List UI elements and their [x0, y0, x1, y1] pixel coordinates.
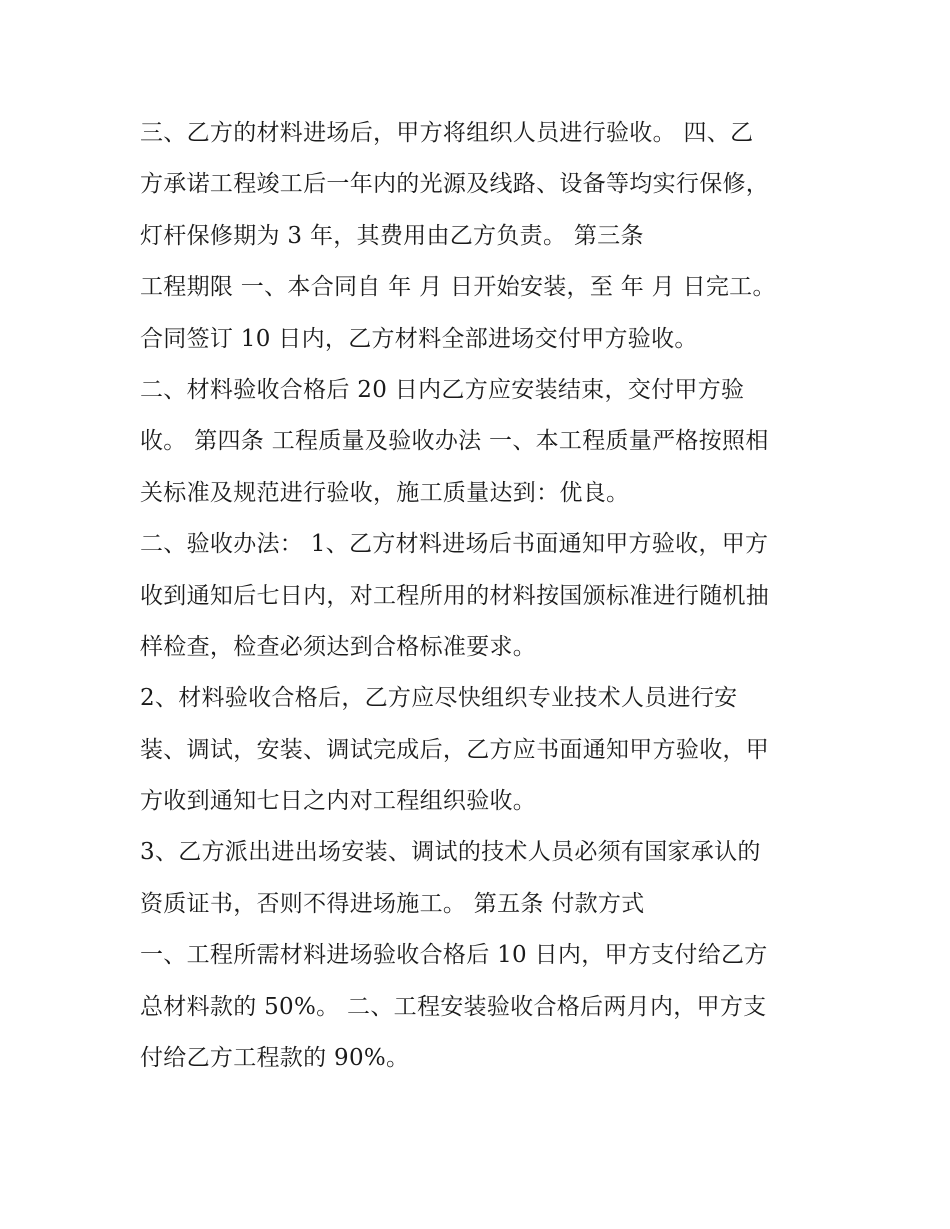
text-line: 总材料款的 50%。 二、工程安装验收合格后两月内，甲方支: [140, 993, 767, 1020]
text-line: 收。 第四条 工程质量及验收办法 一、本工程质量严格按照相: [140, 428, 769, 455]
text-line: 2、材料验收合格后，乙方应尽快组织专业技术人员进行安: [140, 685, 738, 712]
text-line: 付给乙方工程款的 90%。: [140, 1045, 410, 1072]
text-line: 合同签订 10 日内，乙方材料全部进场交付甲方验收。: [140, 325, 698, 352]
text-line: 二、验收办法： 1、乙方材料进场后书面通知甲方验收，甲方: [140, 531, 769, 558]
text-line: 方承诺工程竣工后一年内的光源及线路、设备等均实行保修，: [140, 171, 770, 198]
text-line: 关标准及规范进行验收，施工质量达到：优良。: [140, 479, 630, 506]
text-line: 收到通知后七日内，对工程所用的材料按国颁标准进行随机抽: [140, 582, 770, 609]
contract-body-text: [140, 108, 830, 1084]
text-line: 方收到通知七日之内对工程组织验收。: [140, 788, 537, 815]
text-line: 工程期限 一、本合同自 年 月 日开始安装，至 年 月 日完工。: [140, 274, 776, 301]
text-line: 资质证书，否则不得进场施工。 第五条 付款方式: [140, 890, 645, 917]
text-line: 三、乙方的材料进场后，甲方将组织人员进行验收。 四、乙: [140, 120, 754, 146]
text-line: 二、材料验收合格后 20 日内乙方应安装结束，交付甲方验: [140, 376, 745, 403]
text-line: 灯杆保修期为 3 年，其费用由乙方负责。 第三条: [140, 222, 644, 249]
text-line: 装、调试，安装、调试完成后，乙方应书面通知甲方验收，甲: [140, 736, 770, 763]
text-line: 样检查，检查必须达到合格标准要求。: [140, 633, 537, 660]
text-line: 3、乙方派出进出场安装、调试的技术人员必须有国家承认的: [140, 839, 761, 866]
text-line: 一、工程所需材料进场验收合格后 10 日内，甲方支付给乙方: [140, 942, 768, 969]
